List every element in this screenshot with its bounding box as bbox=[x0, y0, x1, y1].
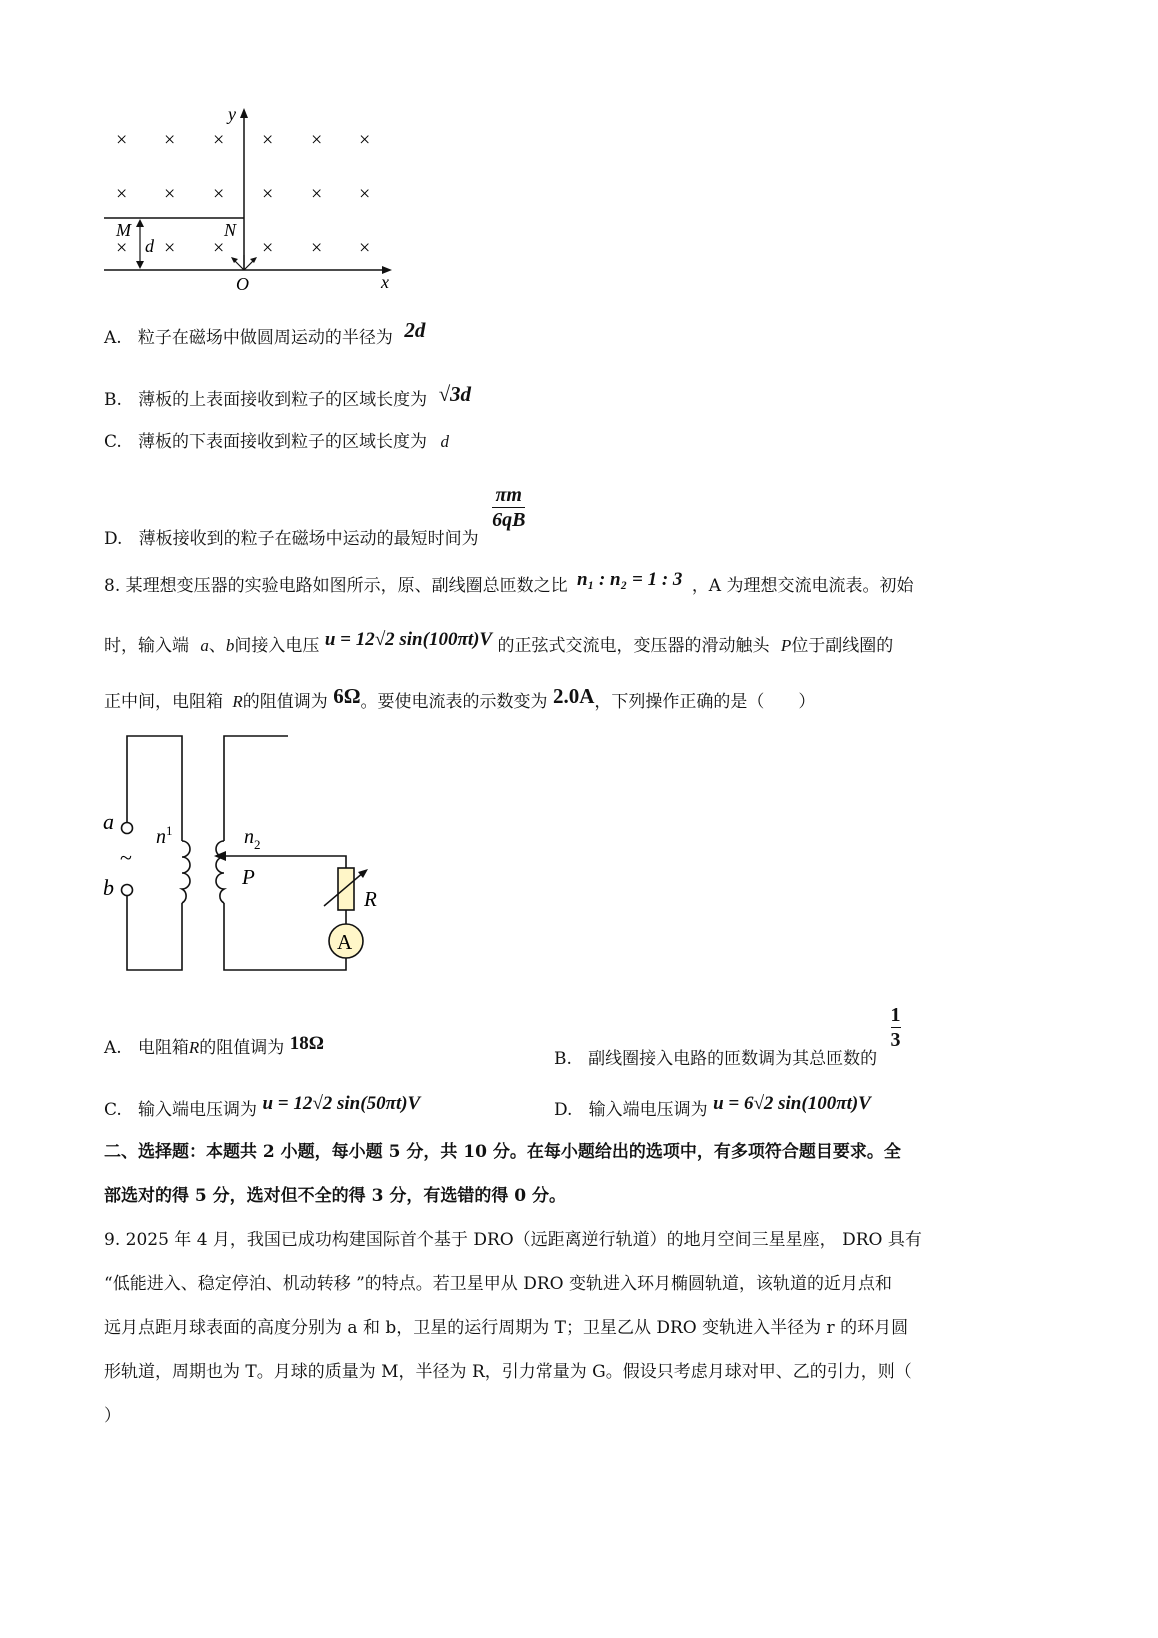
x-axis-label: x bbox=[381, 272, 389, 292]
label-d: d bbox=[145, 236, 154, 256]
slider-p-label: P bbox=[242, 865, 255, 889]
q8-text: 位于副线圈的 bbox=[791, 636, 894, 656]
field-cross: × bbox=[262, 183, 274, 205]
terminal-a-label: a bbox=[103, 809, 114, 834]
fraction-pi-m-6qb bbox=[492, 484, 525, 531]
fraction-denominator: 3 bbox=[890, 1029, 901, 1051]
option-tag: C. bbox=[104, 1100, 122, 1120]
slider-wire bbox=[222, 856, 346, 868]
q8-line-2 bbox=[104, 629, 894, 658]
option-math: √3d bbox=[438, 382, 472, 406]
option-tag: C. bbox=[104, 432, 122, 452]
q8-var-b: b bbox=[225, 636, 235, 655]
field-cross: × bbox=[164, 129, 176, 151]
field-cross: × bbox=[116, 237, 128, 259]
q8-line-3 bbox=[104, 684, 816, 714]
field-cross: × bbox=[262, 237, 274, 259]
field-cross: × bbox=[359, 237, 371, 259]
secondary-coil bbox=[216, 841, 224, 903]
q9-line-4: 形轨道，周期也为 T。月球的质量为 M，半径为 R，引力常量为 G。假设只考虑月球对甲、乙的引力，则（ bbox=[104, 1362, 912, 1382]
option-math: 2d bbox=[404, 318, 426, 342]
field-cross: × bbox=[116, 129, 128, 151]
label-n: N bbox=[224, 220, 237, 240]
field-cross: × bbox=[262, 129, 274, 151]
option-math: u = 12√2 sin(50πt)V bbox=[262, 1093, 421, 1114]
option-text: 输入端电压调为 bbox=[138, 1100, 258, 1120]
field-cross: × bbox=[164, 237, 176, 259]
input-voltage: u = 12√2 sin(100πt)V bbox=[324, 629, 493, 650]
q8-option-b bbox=[554, 1000, 901, 1069]
slider-arrowhead bbox=[214, 851, 226, 861]
fraction-one-third bbox=[891, 1004, 901, 1051]
q7-option-b bbox=[104, 382, 472, 412]
q8-text: 的阻值调为 bbox=[242, 692, 328, 712]
option-math: 18Ω bbox=[289, 1033, 324, 1054]
ammeter-label: A bbox=[337, 930, 353, 954]
q7-option-a bbox=[104, 318, 426, 350]
turns-ratio: n₁ : n₂ = 1 : 3 bbox=[577, 569, 683, 590]
initial-resistance: 6Ω bbox=[333, 684, 361, 708]
q7-option-d bbox=[104, 480, 526, 549]
transformer-circuit-figure bbox=[96, 728, 396, 978]
q8-var-a: a bbox=[200, 636, 209, 655]
terminal-b bbox=[122, 885, 133, 896]
q9-line-5: ） bbox=[104, 1406, 121, 1426]
secondary-wire-top bbox=[224, 736, 288, 841]
fraction-bar bbox=[492, 507, 525, 508]
q8-text: ，A 为理想交流电流表。初始 bbox=[691, 576, 914, 596]
q8-var-r: R bbox=[232, 692, 243, 711]
field-cross: × bbox=[359, 129, 371, 151]
option-text: 薄板接收到的粒子在磁场中运动的最短时间为 bbox=[138, 529, 479, 549]
q9-line-3: 远月点距月球表面的高度分别为 a 和 b，卫星的运行周期为 T；卫星乙从 DRO 变轨进入半径为 r 的环月圆 bbox=[104, 1318, 909, 1338]
q8-sep: 、 bbox=[208, 636, 226, 656]
option-tag: B. bbox=[104, 390, 122, 410]
label-m: M bbox=[116, 220, 131, 240]
fraction-denominator: 6qB bbox=[492, 509, 526, 531]
fraction-numerator: πm bbox=[495, 484, 522, 506]
field-cross: × bbox=[213, 129, 225, 151]
option-var: R bbox=[188, 1038, 200, 1057]
dimension-arrow-down bbox=[136, 261, 144, 269]
q8-text: 的正弦式交流电，变压器的滑动触头 bbox=[497, 636, 770, 656]
primary-coil bbox=[182, 841, 190, 903]
q8-var-p: P bbox=[780, 636, 792, 655]
option-tag: D. bbox=[104, 529, 123, 549]
option-text: 电阻箱 bbox=[137, 1038, 189, 1058]
option-tag: A. bbox=[104, 1038, 122, 1058]
magnetic-field-figure bbox=[96, 100, 406, 300]
q9-line-2: “低能进入、稳定停泊、机动转移 ”的特点。若卫星甲从 DRO 变轨进入环月椭圆轨道，该轨道的近月点和 bbox=[104, 1274, 892, 1294]
q9-line-1: 9. 2025 年 4 月，我国已成功构建国际首个基于 DRO（远距离逆行轨道）的地月空间三星星座， DRO 具有 bbox=[104, 1230, 922, 1250]
q8-line-1 bbox=[104, 569, 914, 598]
option-var: d bbox=[440, 432, 449, 451]
section-2-heading-line-1: 二、选择题：本题共 2 小题，每小题 5 分，共 10 分。在每小题给出的选项中，有多项符合题目要求。全 bbox=[104, 1142, 901, 1162]
section-2-heading-line-2: 部选对的得 5 分，选对但不全的得 3 分，有选错的得 0 分。 bbox=[104, 1186, 566, 1206]
option-text: 薄板的上表面接收到粒子的区域长度为 bbox=[138, 390, 428, 410]
terminal-b-label: b bbox=[103, 875, 114, 900]
primary-wire-bottom bbox=[127, 894, 182, 970]
label-o: O bbox=[236, 274, 249, 294]
target-current: 2.0A bbox=[552, 684, 595, 708]
q8-text: 。要使电流表的示数变为 bbox=[360, 692, 548, 712]
resistor-r-label: R bbox=[364, 887, 377, 911]
option-text: 薄板的下表面接收到粒子的区域长度为 bbox=[138, 432, 428, 452]
option-text: 副线圈接入电路的匝数调为其总匝数的 bbox=[588, 1049, 878, 1069]
q8-text: 8. 某理想变压器的实验电路如图所示，原、副线圈总匝数之比 bbox=[104, 576, 568, 596]
terminal-a bbox=[122, 823, 133, 834]
option-tag: D. bbox=[554, 1100, 573, 1120]
option-text: 的阻值调为 bbox=[199, 1038, 285, 1058]
q8-text: 间接入电压 bbox=[234, 636, 320, 656]
option-text: 输入端电压调为 bbox=[588, 1100, 708, 1120]
y-axis-arrow bbox=[240, 108, 248, 118]
field-cross: × bbox=[213, 183, 225, 205]
field-cross: × bbox=[311, 183, 323, 205]
velocity-arrowhead-right bbox=[250, 257, 257, 263]
velocity-arrowhead-left bbox=[231, 257, 238, 263]
option-math: u = 6√2 sin(100πt)V bbox=[713, 1093, 871, 1114]
field-cross: × bbox=[213, 237, 225, 259]
secondary-wire-bottom bbox=[224, 903, 346, 970]
q8-text: 时，输入端 bbox=[104, 636, 189, 656]
option-tag: A. bbox=[104, 328, 122, 348]
dimension-arrow-up bbox=[136, 219, 144, 227]
q8-option-a bbox=[104, 1033, 324, 1060]
field-cross: × bbox=[116, 183, 128, 205]
n2-label: $n_2$ bbox=[244, 826, 261, 852]
resistor-box bbox=[338, 868, 354, 910]
ac-symbol: ~ bbox=[120, 845, 132, 870]
q8-text: 正中间，电阻箱 bbox=[104, 692, 223, 712]
q8-option-d bbox=[554, 1093, 871, 1122]
q8-option-c bbox=[104, 1093, 421, 1122]
y-axis-label: y bbox=[228, 104, 236, 124]
field-cross: × bbox=[359, 183, 371, 205]
option-tag: B. bbox=[554, 1049, 572, 1069]
q7-option-c bbox=[104, 430, 449, 454]
field-cross: × bbox=[311, 237, 323, 259]
n1-label: $n^1$ bbox=[156, 823, 173, 848]
fraction-bar bbox=[891, 1027, 901, 1028]
option-text: 粒子在磁场中做圆周运动的半径为 bbox=[137, 328, 393, 348]
fraction-numerator: 1 bbox=[890, 1004, 901, 1026]
field-cross: × bbox=[164, 183, 176, 205]
q8-text: ，下列操作正确的是（ ） bbox=[594, 692, 816, 712]
primary-wire bbox=[127, 736, 182, 841]
field-cross: × bbox=[311, 129, 323, 151]
